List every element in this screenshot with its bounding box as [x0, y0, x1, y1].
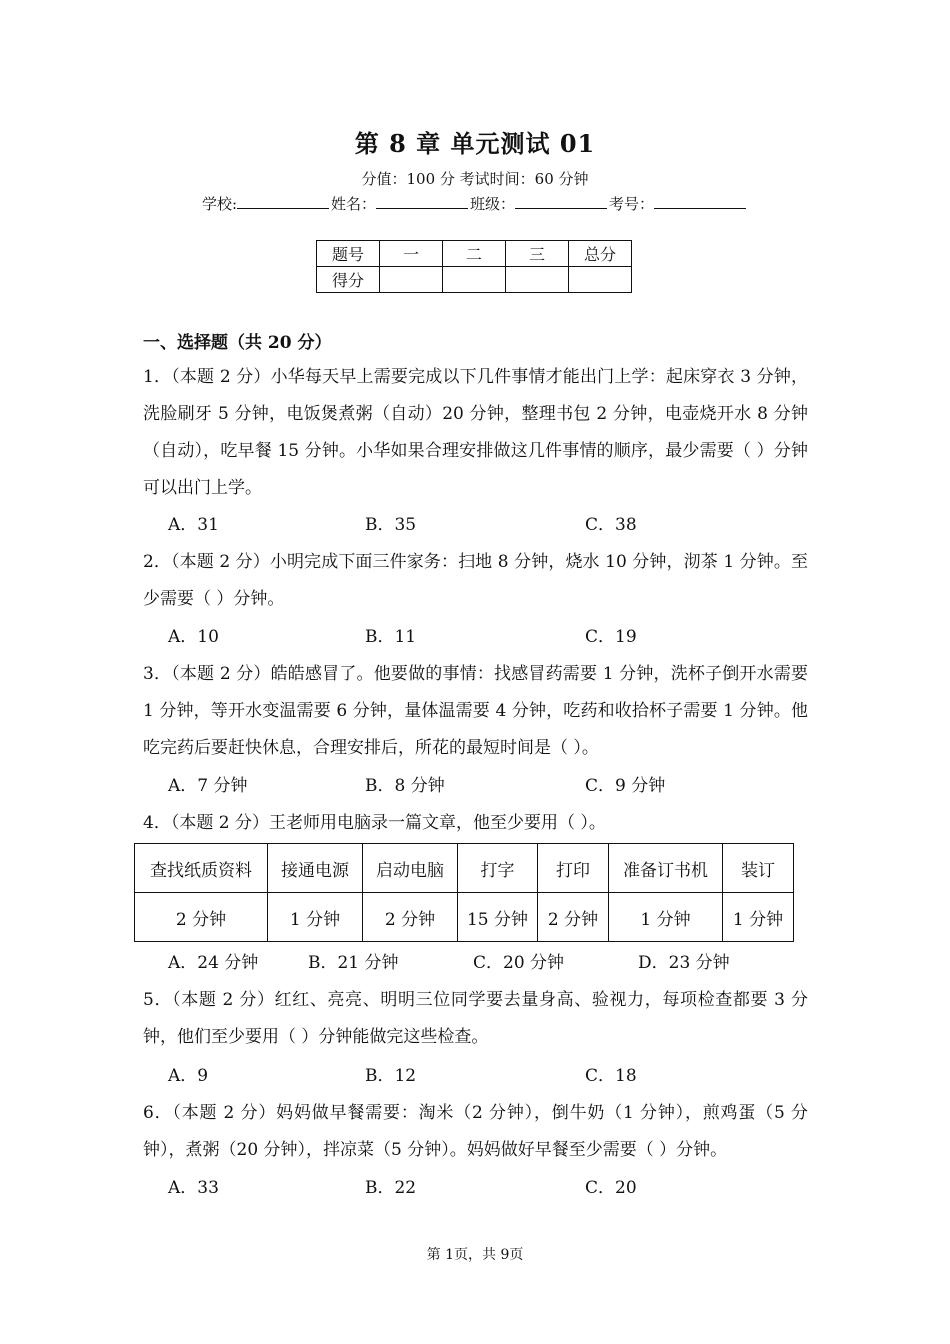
score-header-cell: 总分 [569, 241, 632, 267]
page-title: 第 8 章 单元测试 01 [354, 129, 596, 158]
task-cell: 查找纸质资料 [135, 844, 268, 893]
score-table-header-row [317, 241, 632, 267]
score-cell [380, 267, 443, 293]
option-c: C．19 [585, 627, 637, 647]
option-c: C．20 [585, 1178, 637, 1198]
page-footer: 第 1页，共 9页 [426, 1247, 524, 1263]
question-6: 6．（本题 2 分）妈妈做早餐需要：淘米（2 分钟），倒牛奶（1 分钟），煎鸡蛋（5 分钟），煮粥（20 分钟），拌凉菜（5 分钟）。妈妈做好早餐至少需要（ ）分钟。 [143, 1103, 808, 1160]
option-b: B．22 [365, 1178, 417, 1198]
task-cell: 打印 [538, 844, 609, 893]
option-a: A．31 [168, 515, 219, 535]
school-label: 学校: [201, 195, 237, 213]
option-a: A．7 分钟 [168, 776, 248, 796]
time-cell: 1 分钟 [609, 893, 723, 942]
score-table [316, 240, 632, 293]
time-cell: 1 分钟 [268, 893, 363, 942]
option-d: D．23 分钟 [638, 953, 730, 973]
question-2: 2．（本题 2 分）小明完成下面三件家务：扫地 8 分钟，烧水 10 分钟，沏茶 1 分钟。至少需要（ ）分钟。 [143, 552, 808, 609]
score-cell [569, 267, 632, 293]
option-c: C．18 [585, 1066, 637, 1086]
score-header-cell: 题号 [317, 241, 380, 267]
question-4: 4．（本题 2 分）王老师用电脑录一篇文章，他至少要用（ ）。 [143, 813, 606, 833]
task-cell: 启动电脑 [363, 844, 458, 893]
option-a: A．33 [168, 1178, 219, 1198]
number-label: 考号： [609, 195, 655, 213]
option-b: B．12 [365, 1066, 417, 1086]
number-blank [654, 194, 746, 209]
class-blank [515, 194, 607, 209]
score-header-cell: 一 [380, 241, 443, 267]
task-row [135, 844, 794, 893]
class-label: 班级： [470, 195, 516, 213]
time-cell: 15 分钟 [458, 893, 538, 942]
score-table-row [317, 267, 632, 293]
time-row [135, 893, 794, 942]
option-a: A．9 [168, 1066, 209, 1086]
score-cell [443, 267, 506, 293]
name-label: 姓名： [331, 195, 377, 213]
question-3: 3．（本题 2 分）皓皓感冒了。他要做的事情：找感冒药需要 1 分钟，洗杯子倒开水需要 1 分钟，等开水变温需要 6 分钟，量体温需要 4 分钟，吃药和收拾杯子需要 1 分钟。他吃完药后要赶快休息，合理安排后，所花的最短时间是（ ）。 [143, 664, 808, 758]
task-cell: 接通电源 [268, 844, 363, 893]
option-a: A．10 [168, 627, 219, 647]
time-cell: 1 分钟 [723, 893, 794, 942]
section-heading: 一、选择题（共 20 分） [143, 333, 332, 353]
option-c: C．20 分钟 [473, 953, 565, 973]
task-time-table [134, 843, 794, 942]
school-blank [237, 194, 329, 209]
time-cell: 2 分钟 [538, 893, 609, 942]
task-cell: 准备订书机 [609, 844, 723, 893]
task-cell: 装订 [723, 844, 794, 893]
name-blank [376, 194, 468, 209]
exam-meta: 分值：100 分 考试时间：60 分钟 [361, 170, 589, 188]
score-header-cell: 二 [443, 241, 506, 267]
task-cell: 打字 [458, 844, 538, 893]
score-cell [506, 267, 569, 293]
question-1: 1．（本题 2 分）小华每天早上需要完成以下几件事情才能出门上学：起床穿衣 3 分钟，洗脸刷牙 5 分钟，电饭煲煮粥（自动）20 分钟，整理书包 2 分钟，电壶烧开水 8 分钟（自动），吃早餐 15 分钟。小华如果合理安排做这几件事情的顺序，最少需要（ ）分钟可以出门上学。 [143, 367, 808, 498]
option-a: A．24 分钟 [168, 953, 259, 973]
option-b: B．35 [365, 515, 417, 535]
time-cell: 2 分钟 [363, 893, 458, 942]
time-cell: 2 分钟 [135, 893, 268, 942]
score-header-cell: 三 [506, 241, 569, 267]
option-b: B．11 [365, 627, 417, 647]
score-row-label: 得分 [317, 267, 380, 293]
option-c: C．9 分钟 [585, 776, 666, 796]
option-c: C．38 [585, 515, 637, 535]
question-5: 5．（本题 2 分）红红、亮亮、明明三位同学要去量身高、验视力，每项检查都要 3 分钟，他们至少要用（ ）分钟能做完这些检查。 [143, 990, 808, 1047]
student-info-line [0, 193, 950, 214]
option-b: B．21 分钟 [308, 953, 399, 973]
option-b: B．8 分钟 [365, 776, 445, 796]
